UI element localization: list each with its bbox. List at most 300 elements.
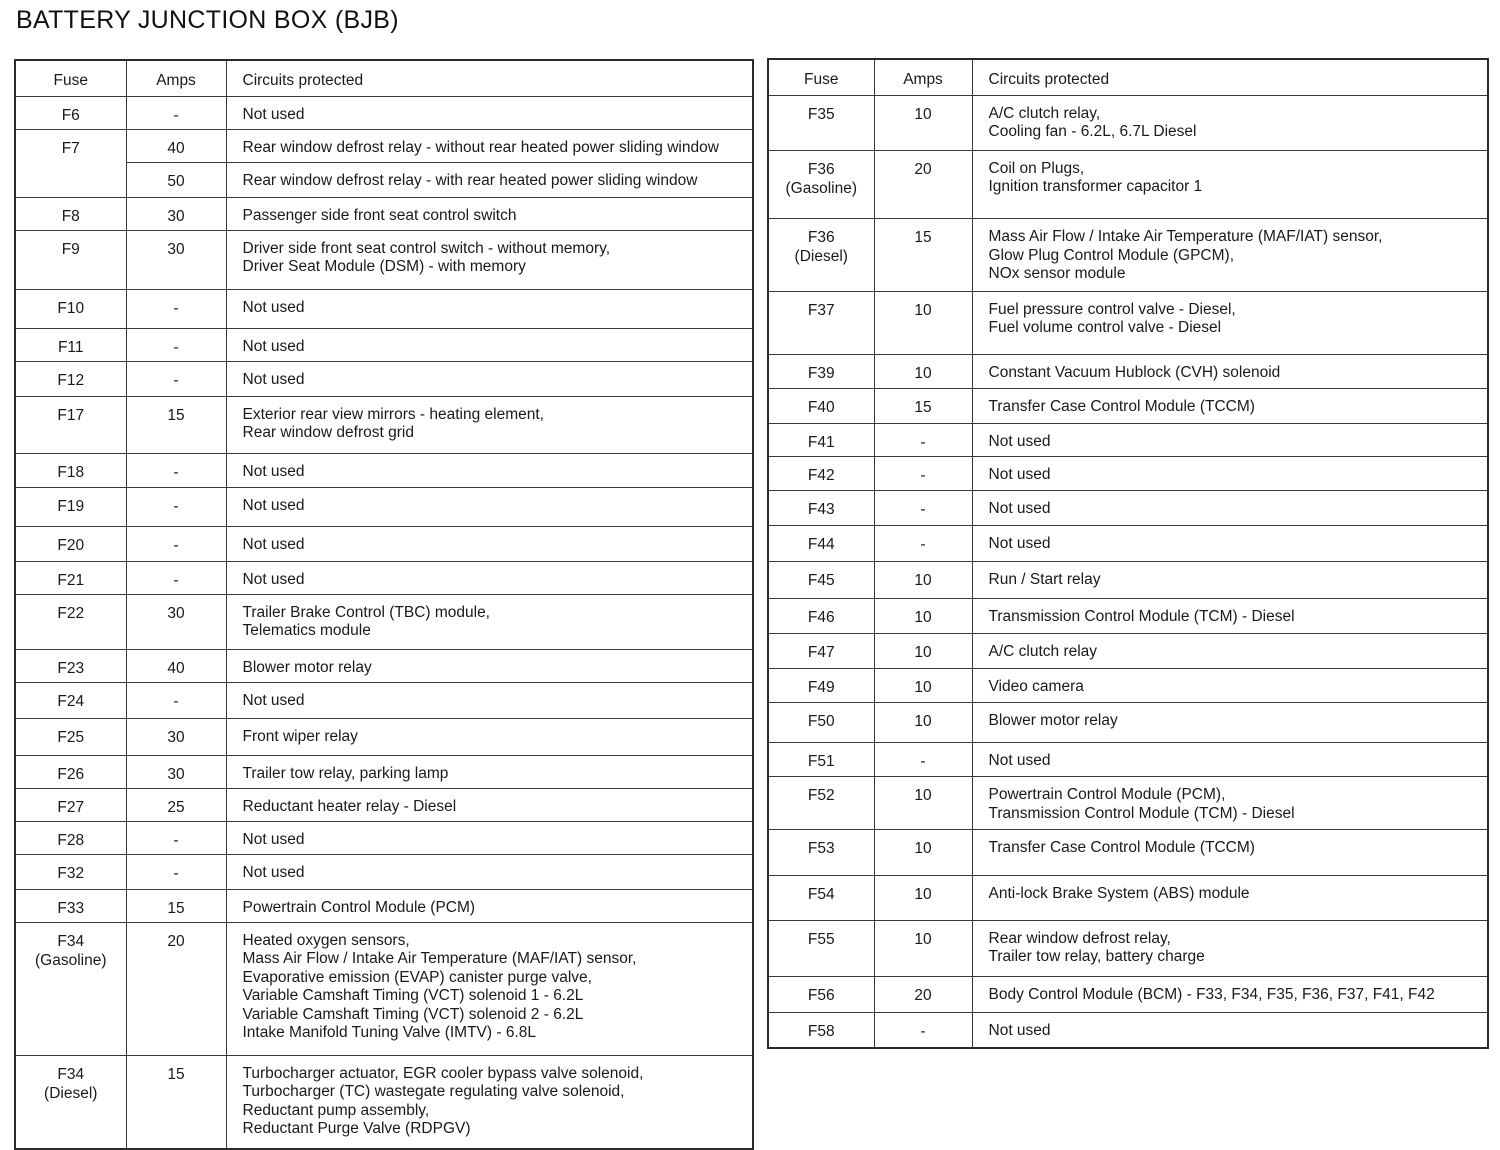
circuits-text: Rear window defrost relay - without rear heated power sliding window	[242, 138, 719, 156]
circuits-text: Run / Start relay	[988, 570, 1101, 588]
fuse-label: F19	[57, 497, 85, 515]
amps-value: 15	[914, 229, 932, 247]
amps-cell	[126, 162, 226, 197]
circuits-text: Not used	[988, 432, 1051, 450]
fuse-label: F37	[807, 301, 835, 319]
fuse-cell	[15, 129, 126, 197]
circuits-text: Blower motor relay	[242, 658, 372, 676]
circuits-cell	[972, 95, 1488, 150]
fuse-label: F25	[57, 728, 85, 746]
fuse-label: F9	[61, 240, 80, 258]
amps-value: 10	[914, 644, 932, 662]
fuse-label: F42	[807, 467, 835, 485]
fuse-cell	[768, 150, 874, 219]
fuse-cell	[768, 829, 874, 875]
fuse-label: F24	[57, 692, 85, 710]
table-row	[768, 491, 1488, 526]
amps-value: 30	[167, 728, 185, 746]
fuse-label: F17	[57, 406, 85, 424]
fuse-cell	[15, 526, 126, 561]
table-row	[768, 423, 1488, 457]
fuse-label: F47	[807, 644, 835, 662]
amps-cell	[126, 1055, 226, 1149]
fuse-label: F53	[807, 839, 835, 857]
table-row	[15, 889, 753, 922]
circuits-text: Not used	[988, 534, 1051, 552]
amps-value: -	[920, 467, 926, 485]
fuse-label: F33	[57, 899, 85, 917]
circuits-cell	[226, 922, 753, 1055]
table-row	[15, 854, 753, 889]
circuits-text: Not used	[242, 462, 305, 480]
amps-value: 20	[914, 986, 932, 1004]
fuse-label: F32	[57, 864, 85, 882]
fuse-label: F51	[807, 752, 835, 770]
circuits-text: Transmission Control Module (TCM) - Diesel	[988, 607, 1295, 625]
fuse-cell	[15, 854, 126, 889]
circuits-text: Coil on Plugs, Ignition transformer capacitor 1	[988, 159, 1203, 196]
circuits-cell	[972, 702, 1488, 742]
amps-value: -	[920, 501, 926, 519]
table-row	[15, 788, 753, 821]
amps-value: -	[173, 536, 179, 554]
fuse-label: F10	[57, 299, 85, 317]
circuits-text: Trailer Brake Control (TBC) module, Telematics module	[242, 603, 490, 639]
fuse-cell	[768, 777, 874, 829]
fuse-label: F40	[807, 398, 835, 416]
fuse-cell	[768, 669, 874, 703]
circuits-cell	[226, 453, 753, 487]
table-row	[15, 526, 753, 561]
fuse-cell	[15, 328, 126, 361]
amps-cell	[126, 328, 226, 361]
fuse-cell	[15, 197, 126, 230]
table-row	[768, 150, 1488, 219]
circuits-text: Rear window defrost relay, Trailer tow relay, battery charge	[988, 929, 1205, 966]
fuse-label: F7	[61, 139, 80, 157]
circuits-text: Not used	[988, 1021, 1051, 1039]
circuits-cell	[226, 197, 753, 230]
amps-cell	[126, 788, 226, 821]
amps-value: -	[173, 497, 179, 515]
amps-value: 10	[914, 885, 932, 903]
amps-value: 15	[167, 406, 185, 424]
fuse-cell	[15, 230, 126, 289]
circuits-text: Not used	[242, 370, 305, 388]
circuits-cell	[226, 594, 753, 649]
table-row	[15, 96, 753, 129]
table-row	[768, 457, 1488, 491]
circuits-cell	[972, 1012, 1488, 1048]
fuse-label: F56	[807, 986, 835, 1004]
amps-value: -	[920, 752, 926, 770]
table-row	[768, 920, 1488, 976]
circuits-cell	[226, 649, 753, 682]
table-row	[15, 289, 753, 328]
fuse-label: F28	[57, 831, 85, 849]
circuits-text: A/C clutch relay, Cooling fan - 6.2L, 6.7L Diesel	[988, 104, 1197, 140]
table-row	[768, 875, 1488, 920]
amps-cell	[874, 291, 972, 354]
fuse-label: F55	[807, 930, 835, 948]
fuse-cell	[768, 976, 874, 1012]
amps-cell	[126, 718, 226, 755]
table-row	[15, 649, 753, 682]
table-row	[15, 682, 753, 718]
circuits-cell	[226, 889, 753, 922]
circuits-text: Powertrain Control Module (PCM)	[242, 898, 476, 916]
circuits-text: Not used	[242, 105, 305, 123]
amps-value: 10	[914, 930, 932, 948]
amps-value: -	[920, 1022, 926, 1040]
circuits-cell	[972, 525, 1488, 561]
amps-cell	[126, 289, 226, 328]
fuse-label: F23	[57, 659, 85, 677]
table-row	[768, 777, 1488, 829]
amps-cell	[126, 526, 226, 561]
fuse-label: F54	[807, 885, 835, 903]
circuits-cell	[972, 491, 1488, 526]
circuits-text: Transfer Case Control Module (TCCM)	[988, 838, 1255, 856]
circuits-text: Not used	[242, 535, 305, 553]
circuits-text: Not used	[988, 751, 1051, 769]
circuits-cell	[226, 129, 753, 162]
fuse-label: F35	[807, 105, 835, 123]
fuse-label: F21	[57, 571, 85, 589]
circuits-text: Video camera	[988, 678, 1084, 696]
amps-cell	[874, 669, 972, 703]
circuits-cell	[972, 777, 1488, 829]
circuits-text: Not used	[242, 496, 305, 514]
amps-cell	[874, 388, 972, 423]
amps-cell	[874, 1012, 972, 1048]
circuits-cell	[972, 423, 1488, 457]
table-row	[768, 976, 1488, 1012]
fuse-label: F18	[57, 463, 85, 481]
circuits-cell	[972, 388, 1488, 423]
table-row	[15, 328, 753, 361]
amps-value: 30	[167, 765, 185, 783]
fuse-label: F41	[807, 433, 835, 451]
circuits-cell	[226, 289, 753, 328]
amps-cell	[126, 96, 226, 129]
amps-value: 40	[167, 139, 185, 157]
amps-cell	[874, 920, 972, 976]
circuits-cell	[972, 457, 1488, 491]
fuse-cell	[15, 1055, 126, 1149]
amps-value: -	[173, 571, 179, 589]
amps-cell	[126, 922, 226, 1055]
amps-cell	[126, 197, 226, 230]
amps-cell	[874, 219, 972, 292]
circuits-text: Heated oxygen sensors, Mass Air Flow / Intake Air Temperature (MAF/IAT) sensor, Evaporative emission (EVAP) canister purge valve, Variable Camshaft Timing (VCT) solenoid 1 - 6.2L Variable Camshaft Timing (VCT) solenoid 2 - 6.2L Intake Manifold Tuning Valve (IMTV) - 6.8L	[242, 931, 637, 1041]
fuse-cell	[15, 453, 126, 487]
amps-value: 10	[914, 787, 932, 805]
table-row	[15, 197, 753, 230]
circuits-cell	[972, 669, 1488, 703]
amps-value: 30	[167, 207, 185, 225]
circuits-text: Front wiper relay	[242, 727, 358, 745]
circuits-text: Trailer tow relay, parking lamp	[242, 764, 449, 782]
table-row	[768, 742, 1488, 777]
table-row	[15, 561, 753, 594]
table-row	[15, 755, 753, 788]
amps-value: -	[173, 831, 179, 849]
circuits-cell	[972, 634, 1488, 669]
circuits-cell	[972, 598, 1488, 634]
fuse-cell	[768, 219, 874, 292]
amps-value: 10	[914, 301, 932, 319]
table-row	[15, 718, 753, 755]
circuits-text: Not used	[242, 863, 305, 881]
amps-value: -	[173, 864, 179, 882]
column-header-circuits: Circuits protected	[972, 59, 1488, 95]
amps-cell	[874, 742, 972, 777]
table-row	[768, 561, 1488, 598]
amps-value: 10	[914, 365, 932, 383]
fuse-label: F8	[61, 207, 80, 225]
circuits-cell	[972, 920, 1488, 976]
circuits-cell	[226, 1055, 753, 1149]
fuse-label: F20	[57, 536, 85, 554]
fuse-table-left	[14, 59, 754, 1150]
amps-value: -	[173, 106, 179, 124]
circuits-cell	[972, 355, 1488, 389]
fuse-cell	[768, 291, 874, 354]
circuits-cell	[226, 361, 753, 396]
fuse-cell	[15, 922, 126, 1055]
amps-cell	[874, 95, 972, 150]
table-row	[15, 129, 753, 162]
table-header-row	[15, 60, 753, 96]
table-row	[768, 525, 1488, 561]
fuse-cell	[768, 95, 874, 150]
table-row	[768, 95, 1488, 150]
amps-value: 15	[914, 398, 932, 416]
table-header-row	[768, 59, 1488, 95]
table-row	[768, 291, 1488, 354]
amps-cell	[874, 829, 972, 875]
table-row	[15, 922, 753, 1055]
fuse-table-right	[767, 58, 1489, 1049]
column-header-circuits: Circuits protected	[226, 60, 753, 96]
table-row	[768, 669, 1488, 703]
circuits-text: Body Control Module (BCM) - F33, F34, F35, F36, F37, F41, F42	[988, 985, 1435, 1003]
circuits-text: A/C clutch relay	[988, 643, 1098, 661]
circuits-cell	[226, 162, 753, 197]
circuits-cell	[972, 291, 1488, 354]
circuits-text: Fuel pressure control valve - Diesel, Fuel volume control valve - Diesel	[988, 300, 1236, 337]
circuits-text: Passenger side front seat control switch	[242, 206, 517, 224]
fuse-cell	[15, 649, 126, 682]
circuits-text: Constant Vacuum Hublock (CVH) solenoid	[988, 364, 1281, 382]
circuits-cell	[226, 396, 753, 453]
circuits-cell	[226, 230, 753, 289]
amps-cell	[874, 150, 972, 219]
circuits-cell	[226, 328, 753, 361]
amps-cell	[874, 423, 972, 457]
circuits-text: Reductant heater relay - Diesel	[242, 797, 457, 815]
fuse-cell	[15, 718, 126, 755]
circuits-cell	[226, 561, 753, 594]
fuse-cell	[768, 491, 874, 526]
table-row	[15, 487, 753, 526]
amps-cell	[874, 355, 972, 389]
table-row	[768, 1012, 1488, 1048]
circuits-text: Not used	[242, 570, 305, 588]
amps-value: -	[173, 338, 179, 356]
amps-value: 15	[167, 1065, 185, 1083]
amps-value: -	[173, 463, 179, 481]
circuits-cell	[972, 219, 1488, 292]
fuse-label: F26	[57, 765, 85, 783]
fuse-label: F34 (Gasoline)	[35, 932, 107, 969]
amps-cell	[874, 976, 972, 1012]
fuse-cell	[768, 702, 874, 742]
fuse-label: F58	[807, 1022, 835, 1040]
amps-value: 25	[167, 798, 185, 816]
circuits-cell	[226, 718, 753, 755]
table-row	[15, 162, 753, 197]
amps-cell	[126, 755, 226, 788]
column-header-amps: Amps	[126, 60, 226, 96]
fuse-label: F50	[807, 712, 835, 730]
table-row	[15, 594, 753, 649]
amps-cell	[126, 821, 226, 854]
table-row	[15, 1055, 753, 1149]
circuits-cell	[226, 821, 753, 854]
circuits-text: Rear window defrost relay - with rear heated power sliding window	[242, 171, 698, 189]
page-title: BATTERY JUNCTION BOX (BJB)	[16, 6, 399, 34]
amps-cell	[126, 230, 226, 289]
amps-value: 10	[914, 105, 932, 123]
circuits-cell	[972, 561, 1488, 598]
circuits-text: Not used	[242, 337, 305, 355]
circuits-text: Mass Air Flow / Intake Air Temperature (MAF/IAT) sensor, Glow Plug Control Module (GPCM), NOx sensor module	[988, 228, 1383, 283]
amps-cell	[874, 777, 972, 829]
fuse-cell	[768, 875, 874, 920]
table-row	[768, 702, 1488, 742]
circuits-text: Driver side front seat control switch - without memory, Driver Seat Module (DSM) - with memory	[242, 239, 611, 275]
amps-value: 20	[914, 160, 932, 178]
fuse-cell	[768, 423, 874, 457]
amps-cell	[126, 361, 226, 396]
circuits-text: Not used	[988, 466, 1051, 484]
amps-cell	[874, 875, 972, 920]
circuits-cell	[972, 150, 1488, 219]
fuse-cell	[15, 889, 126, 922]
table-row	[768, 598, 1488, 634]
amps-cell	[126, 594, 226, 649]
fuse-cell	[15, 594, 126, 649]
amps-cell	[874, 525, 972, 561]
fuse-cell	[15, 755, 126, 788]
fuse-cell	[768, 742, 874, 777]
fuse-label: F34 (Diesel)	[44, 1065, 98, 1102]
circuits-cell	[226, 682, 753, 718]
amps-value: -	[173, 299, 179, 317]
circuits-text: Exterior rear view mirrors - heating element, Rear window defrost grid	[242, 405, 544, 441]
amps-value: 30	[167, 240, 185, 258]
amps-cell	[126, 396, 226, 453]
fuse-cell	[768, 525, 874, 561]
amps-value: -	[173, 371, 179, 389]
amps-value: -	[173, 692, 179, 710]
circuits-text: Anti-lock Brake System (ABS) module	[988, 884, 1250, 902]
fuse-label: F36 (Diesel)	[794, 229, 848, 266]
circuits-cell	[972, 976, 1488, 1012]
circuits-cell	[226, 487, 753, 526]
circuits-cell	[226, 96, 753, 129]
fuse-cell	[768, 388, 874, 423]
amps-value: 20	[167, 932, 185, 950]
circuits-text: Turbocharger actuator, EGR cooler bypass valve solenoid, Turbocharger (TC) wastegate regulating valve solenoid, Reductant pump assembly, Reductant Purge Valve (RDPGV)	[242, 1064, 644, 1137]
table-row	[768, 219, 1488, 292]
fuse-label: F11	[57, 338, 84, 356]
fuse-label: F46	[807, 608, 835, 626]
table-row	[768, 829, 1488, 875]
circuits-text: Blower motor relay	[988, 711, 1118, 729]
table-row	[15, 361, 753, 396]
amps-value: 30	[167, 604, 185, 622]
amps-value: 10	[914, 839, 932, 857]
circuits-text: Transfer Case Control Module (TCCM)	[988, 397, 1255, 415]
amps-value: 50	[167, 172, 185, 190]
fuse-cell	[15, 289, 126, 328]
fuse-cell	[768, 634, 874, 669]
circuits-text: Not used	[242, 298, 305, 316]
amps-value: -	[920, 433, 926, 451]
table-row	[768, 355, 1488, 389]
amps-cell	[126, 649, 226, 682]
table-row	[15, 396, 753, 453]
fuse-cell	[768, 920, 874, 976]
fuse-label: F6	[61, 106, 80, 124]
fuse-label: F43	[807, 501, 835, 519]
fuse-cell	[15, 821, 126, 854]
circuits-text: Powertrain Control Module (PCM), Transmission Control Module (TCM) - Diesel	[988, 786, 1295, 822]
amps-cell	[126, 854, 226, 889]
table-row	[15, 453, 753, 487]
table-row	[15, 821, 753, 854]
column-header-fuse: Fuse	[768, 59, 874, 95]
fuse-label: F36 (Gasoline)	[785, 160, 857, 197]
fuse-label: F27	[57, 798, 85, 816]
circuits-cell	[972, 875, 1488, 920]
amps-cell	[874, 598, 972, 634]
amps-cell	[874, 457, 972, 491]
fuse-label: F45	[807, 571, 835, 589]
amps-value: 10	[914, 679, 932, 697]
circuits-text: Not used	[242, 691, 305, 709]
amps-value: 10	[914, 608, 932, 626]
fuse-label: F22	[57, 604, 85, 622]
fuse-label: F44	[807, 535, 835, 553]
amps-cell	[126, 129, 226, 162]
table-row	[768, 634, 1488, 669]
circuits-cell	[226, 788, 753, 821]
amps-cell	[126, 889, 226, 922]
amps-cell	[874, 702, 972, 742]
fuse-cell	[768, 355, 874, 389]
circuits-cell	[972, 742, 1488, 777]
fuse-cell	[768, 598, 874, 634]
circuits-text: Not used	[242, 830, 305, 848]
column-header-fuse: Fuse	[15, 60, 126, 96]
amps-cell	[126, 487, 226, 526]
column-header-amps: Amps	[874, 59, 972, 95]
circuits-cell	[226, 854, 753, 889]
